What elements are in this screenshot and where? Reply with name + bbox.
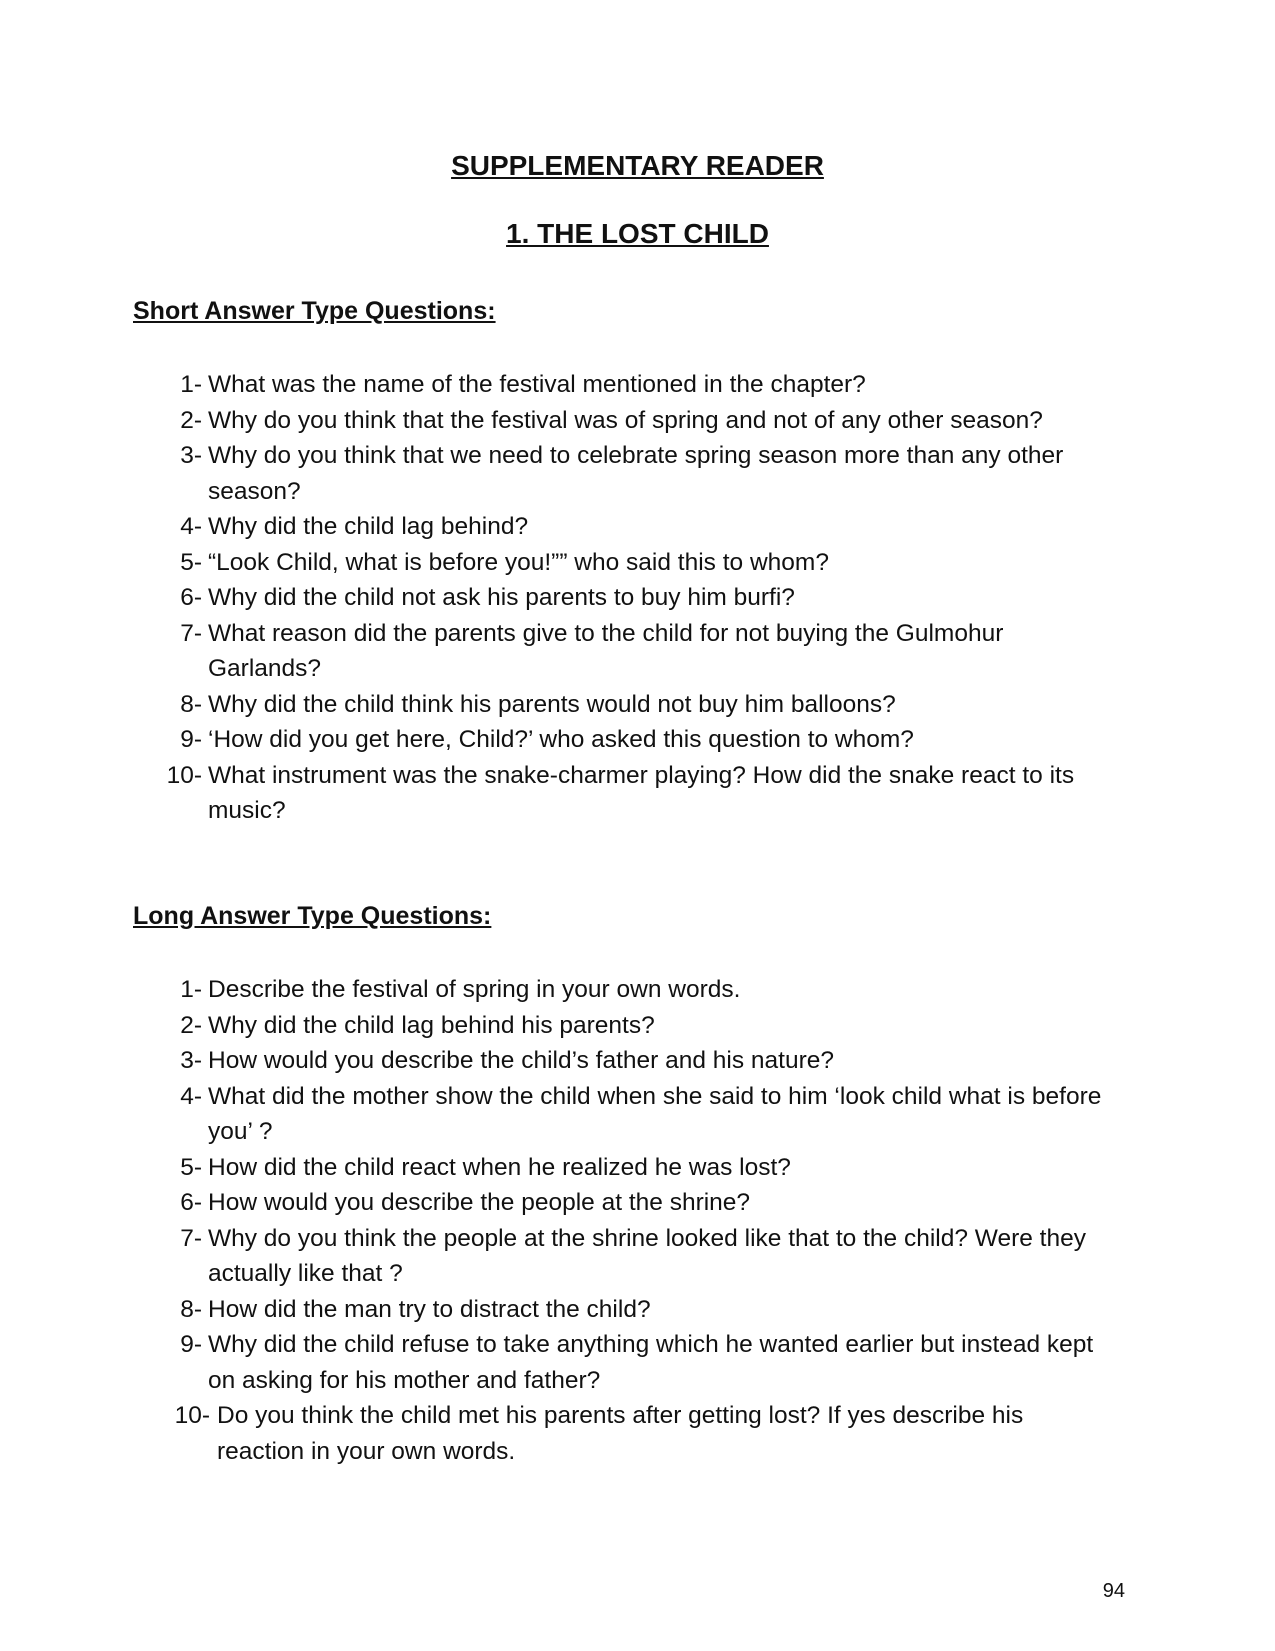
question-text: Why do you think the people at the shrine looked like that to the child? Were they actually like that ?	[208, 1224, 1086, 1287]
question-text: What was the name of the festival mentioned in the chapter?	[208, 371, 866, 398]
short-answer-heading: Short Answer Type Questions:	[133, 297, 496, 325]
question-number: 9-	[180, 726, 202, 753]
list-item	[0, 545, 1275, 581]
list-item	[0, 438, 1275, 509]
question-number: 8-	[180, 690, 202, 718]
question-number: 7-	[180, 1224, 202, 1252]
question-number: 4-	[180, 1082, 202, 1110]
list-item	[0, 722, 1275, 758]
question-number: 3-	[180, 1047, 202, 1074]
question-text: Do you think the child met his parents after getting lost? If yes describe his reaction in your own words.	[217, 1402, 1024, 1465]
question-number: 8-	[180, 1295, 202, 1323]
list-item	[0, 1150, 1275, 1186]
list-item	[0, 616, 1275, 687]
page-title: SUPPLEMENTARY READER	[451, 150, 824, 181]
list-item	[0, 580, 1275, 616]
question-text: How would you describe the people at the shrine?	[208, 1189, 751, 1216]
long-answer-list	[0, 972, 1275, 1469]
list-item	[0, 687, 1275, 723]
question-number: 2-	[180, 406, 202, 434]
question-text: ‘How did you get here, Child?’ who asked this question to whom?	[208, 726, 914, 753]
question-text: What instrument was the snake-charmer playing? How did the snake react to its music?	[208, 761, 1075, 824]
question-text: How did the man try to distract the child?	[208, 1295, 651, 1323]
question-text: “Look Child, what is before you!”” who said this to whom?	[208, 548, 829, 576]
question-text: How would you describe the child’s father and his nature?	[208, 1047, 835, 1074]
question-text: How did the child react when he realized he was lost?	[208, 1153, 791, 1181]
list-item	[0, 1185, 1275, 1221]
question-text: What reason did the parents give to the child for not buying the Gulmohur Garlands?	[208, 619, 1004, 682]
question-number: 5-	[180, 1153, 202, 1181]
question-text: Why did the child not ask his parents to buy him burfi?	[208, 584, 795, 611]
question-number: 6-	[180, 584, 202, 611]
page-number: 94	[1102, 1580, 1125, 1602]
question-text: Why do you think that we need to celebrate spring season more than any other season?	[208, 442, 1064, 505]
short-answer-list	[0, 367, 1275, 829]
question-number: 1-	[180, 371, 202, 398]
question-number: 6-	[180, 1189, 202, 1216]
list-item	[0, 1327, 1275, 1398]
list-item	[0, 509, 1275, 545]
list-item	[0, 1221, 1275, 1292]
list-item	[0, 1008, 1275, 1044]
question-text: Why did the child lag behind?	[208, 513, 529, 540]
long-answer-heading: Long Answer Type Questions:	[133, 902, 492, 930]
list-item	[0, 1079, 1275, 1150]
list-item	[0, 1398, 1275, 1469]
question-number: 10-	[166, 761, 202, 789]
question-text: Why did the child lag behind his parents?	[208, 1011, 655, 1039]
question-text: Why do you think that the festival was of spring and not of any other season?	[208, 406, 1043, 434]
question-text: Describe the festival of spring in your own words.	[208, 976, 741, 1003]
list-item	[0, 758, 1275, 829]
list-item	[0, 972, 1275, 1008]
question-number: 7-	[180, 619, 202, 647]
question-number: 9-	[180, 1331, 202, 1358]
question-number: 2-	[180, 1011, 202, 1039]
question-number: 10-	[174, 1402, 210, 1429]
question-text: Why did the child refuse to take anything which he wanted earlier but instead kept on asking for his mother and father?	[208, 1331, 1094, 1394]
question-number: 3-	[180, 442, 202, 469]
question-text: What did the mother show the child when she said to him ‘look child what is before you’ ?	[208, 1082, 1102, 1145]
question-number: 5-	[180, 548, 202, 576]
list-item	[0, 1292, 1275, 1328]
list-item	[0, 367, 1275, 403]
question-text: Why did the child think his parents would not buy him balloons?	[208, 690, 896, 718]
list-item	[0, 1043, 1275, 1079]
question-number: 4-	[180, 513, 202, 540]
question-number: 1-	[180, 976, 202, 1003]
chapter-title: 1. THE LOST CHILD	[506, 218, 769, 249]
list-item	[0, 403, 1275, 439]
